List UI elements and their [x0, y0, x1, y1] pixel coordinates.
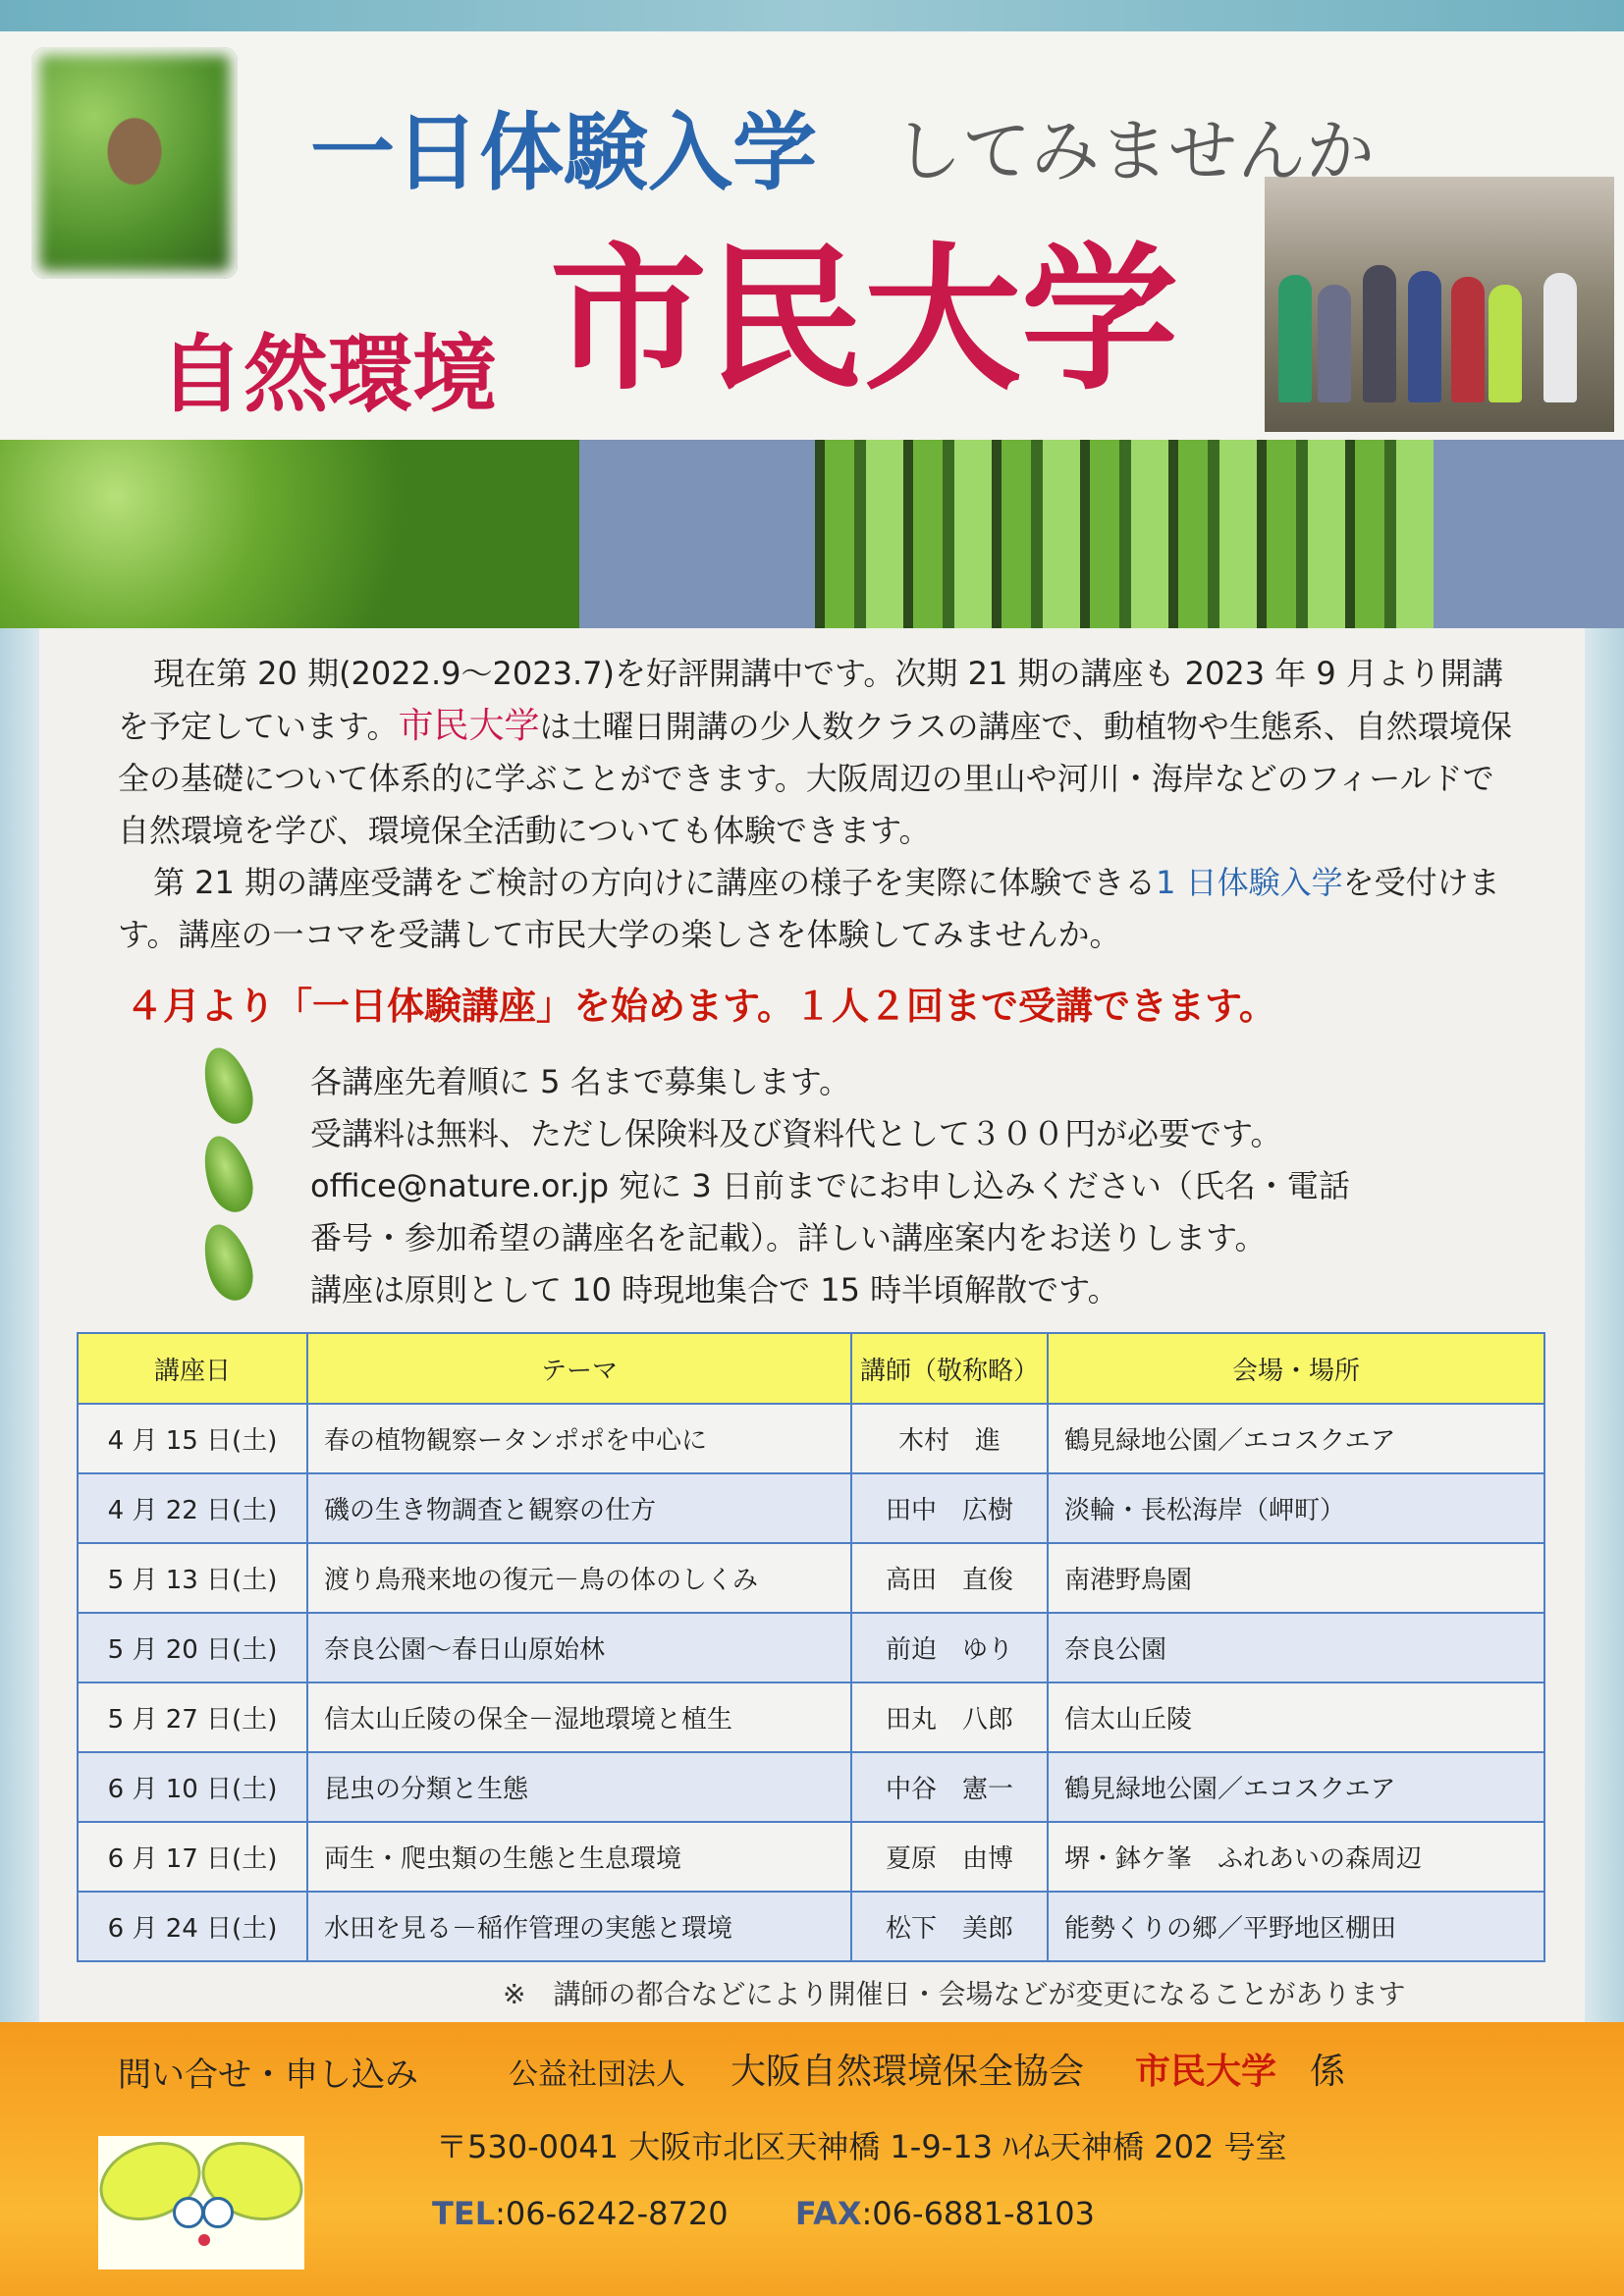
address: 〒530-0041 大阪市北区天神橋 1-9-13 ﾊｲﾑ天神橋 202 号室: [436, 2128, 1287, 2165]
cell-theme: 渡り鳥飛来地の復元－鳥の体のしくみ: [307, 1543, 851, 1613]
cell-venue: 信太山丘陵: [1048, 1682, 1544, 1752]
cell-lecturer: 中谷 憲一: [851, 1752, 1048, 1822]
subtitle-big: 市民大学: [550, 228, 1179, 411]
cell-venue: 淡輪・長松海岸（岬町）: [1048, 1473, 1544, 1543]
org-name: 大阪自然環境保全協会: [731, 2052, 1085, 2092]
cell-venue: 堺・鉢ケ峯 ふれあいの森周辺: [1048, 1822, 1544, 1892]
org-dept: 市民大学: [1135, 2052, 1277, 2092]
table-row: [78, 1682, 1544, 1752]
intro-paragraph-2: 第 21 期の講座受講をご検討の方向けに講座の様子を実際に体験できる1 日体験入学を受付けます。講座の一コマを受講して市民大学の楽しさを体験してみませんか。: [118, 864, 1500, 953]
cell-theme: 信太山丘陵の保全－湿地環境と植生: [307, 1682, 851, 1752]
table-row: [78, 1892, 1544, 1961]
notice-banner: ４月より「一日体験講座」を始めます。１人２回まで受講できます。: [126, 985, 1276, 1028]
header-lecturer: 講師（敬称略）: [851, 1333, 1048, 1404]
phone-fax: [432, 2195, 1095, 2232]
table-row: [78, 1822, 1544, 1892]
change-note: ※ 講師の都合などにより開催日・会場などが変更になることがあります: [503, 1978, 1406, 2010]
cell-theme: 水田を見る－稲作管理の実態と環境: [307, 1892, 851, 1961]
schedule-table: [77, 1332, 1545, 1962]
cell-theme: 両生・爬虫類の生態と生息環境: [307, 1822, 851, 1892]
cell-lecturer: 田丸 八郎: [851, 1682, 1048, 1752]
contact-label: 問い合せ・申し込み: [118, 2056, 418, 2095]
cell-date: 6 月 10 日(土): [78, 1752, 307, 1822]
title-main: 一日体験入学: [310, 104, 817, 202]
subtitle-small: 自然環境: [159, 326, 497, 424]
cell-lecturer: 松下 美郎: [851, 1892, 1048, 1961]
cell-date: 5 月 20 日(土): [78, 1613, 307, 1682]
cell-theme: 奈良公園～春日山原始林: [307, 1613, 851, 1682]
mascot-logo: [98, 2136, 304, 2269]
intro-paragraph-1: 現在第 20 期(2022.9～2023.7)を好評開講中です。次期 21 期の講座も 2023 年 9 月より開講を予定しています。市民大学は土曜日開講の少人数クラスの講座で、動植物や生態系、自然環境保全の基礎について体系的に学ぶことができます。大阪周辺の里山や河川・海岸などのフィールドで自然環境を学び、環境保全活動についても体験できます。: [118, 655, 1512, 849]
bullet-item: 受講料は無料、ただし保険料及び資料代として３００円が必要です。: [310, 1115, 1282, 1152]
header-date: 講座日: [78, 1333, 307, 1404]
cell-date: 5 月 27 日(土): [78, 1682, 307, 1752]
tel-number: :06-6242-8720: [495, 2195, 729, 2232]
cell-lecturer: 田中 広樹: [851, 1473, 1048, 1543]
bullet-item: 番号・参加希望の講座名を記載）。詳しい講座案内をお送りします。: [310, 1219, 1267, 1256]
table-body: [78, 1404, 1544, 1961]
bullet-list: [310, 1056, 1469, 1316]
cell-date: 4 月 15 日(土): [78, 1404, 307, 1473]
header-theme: テーマ: [307, 1333, 851, 1404]
table-row: [78, 1404, 1544, 1473]
cell-theme: 春の植物観察ータンポポを中心に: [307, 1404, 851, 1473]
intro-text: [118, 648, 1512, 961]
cell-venue: 奈良公園: [1048, 1613, 1544, 1682]
cell-lecturer: 木村 進: [851, 1404, 1048, 1473]
cell-theme: 磯の生き物調査と観察の仕方: [307, 1473, 851, 1543]
cell-lecturer: 夏原 由博: [851, 1822, 1048, 1892]
bird-photo: [31, 47, 238, 279]
table-row: [78, 1543, 1544, 1613]
cell-venue: 鶴見緑地公園／エコスクエア: [1048, 1752, 1544, 1822]
highlight-shimin-daigaku: 市民大学: [398, 706, 540, 746]
cell-date: 5 月 13 日(土): [78, 1543, 307, 1613]
fax-number: :06-6881-8103: [861, 2195, 1095, 2232]
tel-label: TEL: [432, 2195, 496, 2232]
top-bar: [0, 0, 1624, 31]
cell-theme: 昆虫の分類と生態: [307, 1752, 851, 1822]
bullet-item: 各講座先着順に 5 名まで募集します。: [310, 1063, 851, 1100]
mascot-mouth: [198, 2234, 210, 2246]
highlight-ichinichi: 1 日体験入学: [1156, 864, 1343, 901]
bullet-item: 講座は原則として 10 時現地集合で 15 時半頃解散です。: [310, 1271, 1119, 1308]
table-row: [78, 1473, 1544, 1543]
hikers-photo: [1265, 177, 1614, 432]
header-venue: 会場・場所: [1048, 1333, 1544, 1404]
leaves-photo: [0, 440, 579, 628]
bullet-item: office@nature.or.jp 宛に 3 日前までにお申し込みください（氏名・電話: [310, 1167, 1350, 1204]
title-sub: してみませんか: [893, 111, 1375, 191]
cell-lecturer: 前迫 ゆり: [851, 1613, 1048, 1682]
cell-date: 6 月 24 日(土): [78, 1892, 307, 1961]
table-row: [78, 1613, 1544, 1682]
table-header-row: [78, 1333, 1544, 1404]
fax-label: FAX: [794, 2195, 862, 2232]
cell-venue: 鶴見緑地公園／エコスクエア: [1048, 1404, 1544, 1473]
cell-venue: 能勢くりの郷／平野地区棚田: [1048, 1892, 1544, 1961]
mascot-eye: [202, 2197, 234, 2228]
cell-lecturer: 高田 直俊: [851, 1543, 1048, 1613]
forest-photo: [815, 440, 1434, 628]
mascot-eye: [173, 2197, 204, 2228]
org-suffix: 係: [1310, 2052, 1346, 2092]
cell-date: 4 月 22 日(土): [78, 1473, 307, 1543]
cell-venue: 南港野鳥園: [1048, 1543, 1544, 1613]
table-row: [78, 1752, 1544, 1822]
org-type: 公益社団法人: [509, 2057, 685, 2092]
cell-date: 6 月 17 日(土): [78, 1822, 307, 1892]
